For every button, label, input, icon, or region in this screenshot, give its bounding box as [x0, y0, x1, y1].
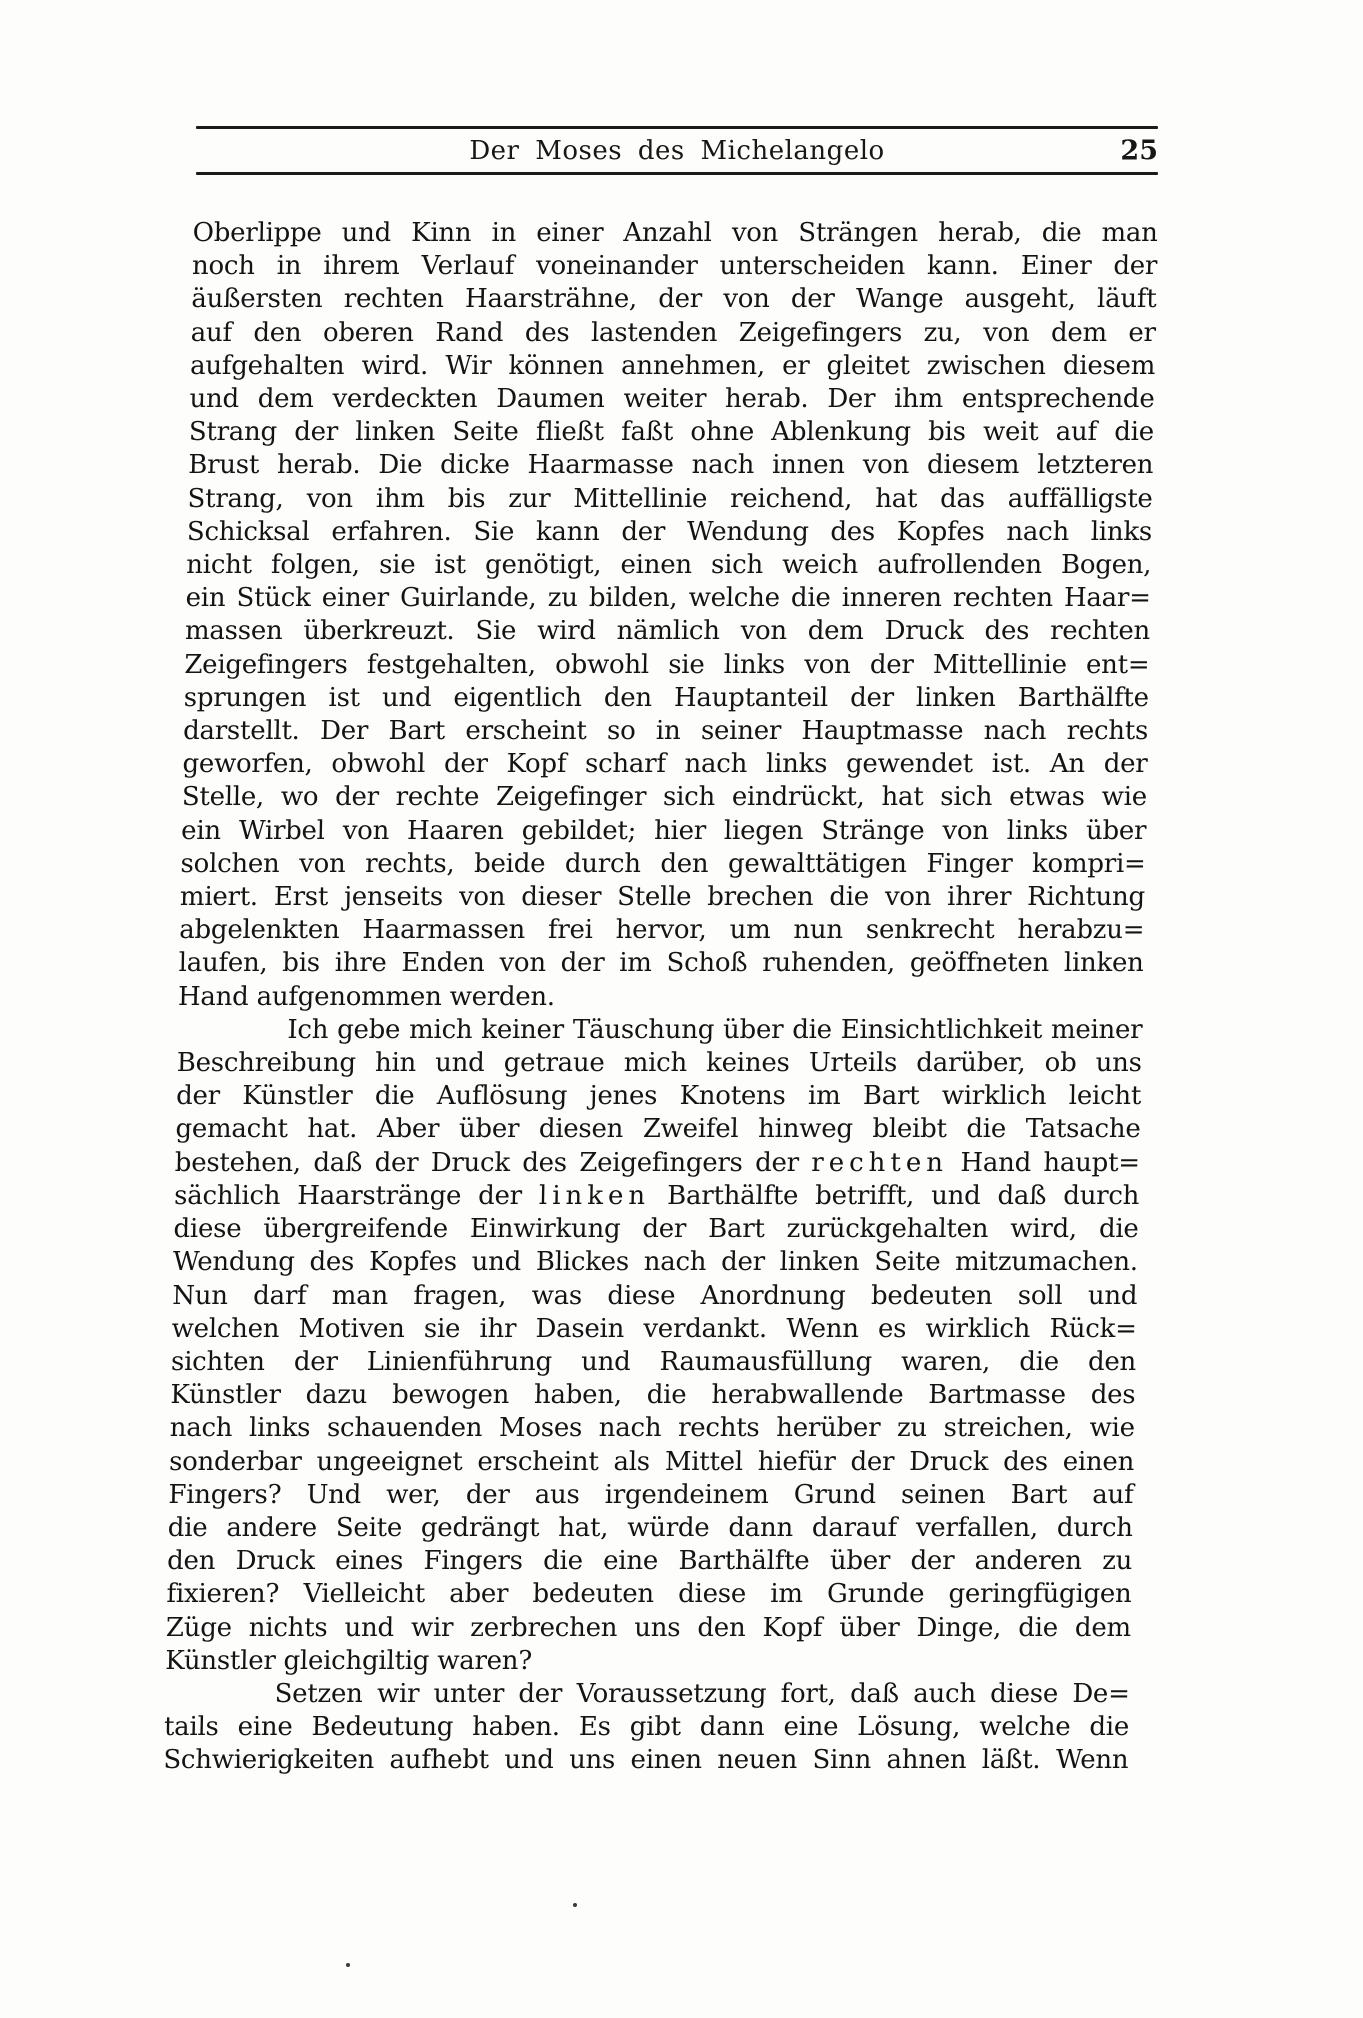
header-row	[196, 129, 1158, 172]
text-line: Fingers? Und wer, der aus irgendeinem Grund seinen Bart auf	[168, 1479, 1134, 1510]
text-line: Nun darf man fragen, was diese Anordnung bedeuten soll und	[172, 1280, 1138, 1311]
text-line: der Künstler die Auflösung jenes Knotens im Bart wirklich leicht	[175, 1081, 1142, 1112]
text-line: Strang der linken Seite fließt faßt ohne Ablenkung bis weit auf die	[188, 417, 1155, 448]
text-line: aufgehalten wird. Wir können annehmen, er gleitet zwischen diesem	[189, 350, 1156, 381]
letterspaced-emphasis: linken	[538, 1180, 651, 1211]
text-line: Züge nichts und wir zerbrechen uns den Kopf über Dinge, die dem	[165, 1612, 1132, 1643]
text-line: solchen von rechts, beide durch den gewalttätigen Finger kompri=	[180, 848, 1146, 879]
text-line: miert. Erst jenseits von dieser Stelle brechen die von ihrer Richtung	[179, 882, 1146, 913]
page-header	[196, 126, 1158, 175]
text-line: Wendung des Kopfes und Blickes nach der linken Seite mitzumachen.	[172, 1247, 1139, 1278]
text-line: geworfen, obwohl der Kopf scharf nach links gewendet ist. An der	[182, 749, 1148, 780]
text-line: sichten der Linienführung und Raumausfüllung waren, die den	[170, 1346, 1137, 1377]
text-line: Künstler dazu bewogen haben, die herabwallende Bartmasse des	[170, 1380, 1136, 1411]
text-line: nicht folgen, sie ist genötigt, einen sich weich aufrollenden Bogen,	[186, 550, 1152, 581]
letterspaced-emphasis: rechten	[811, 1147, 949, 1178]
text-line: sonderbar ungeeignet erscheint als Mittel hiefür der Druck des einen	[168, 1446, 1135, 1477]
text-line: Oberlippe und Kinn in einer Anzahl von Strängen herab, die man	[192, 218, 1158, 248]
text-line: nach links schauenden Moses nach rechts herüber zu streichen, wie	[169, 1413, 1136, 1444]
text-line: Schwierigkeiten aufhebt und uns einen neuen Sinn ahnen läßt. Wenn	[163, 1745, 1129, 1776]
text-line: Künstler gleichgiltig waren?	[164, 1645, 533, 1676]
header-rule-bottom	[196, 172, 1158, 175]
scan-speck	[346, 1963, 350, 1967]
page-number: 25	[1120, 135, 1158, 166]
text-line: Schicksal erfahren. Sie kann der Wendung des Kopfes nach links	[186, 516, 1153, 547]
text-line: Stelle, wo der rechte Zeigefinger sich eindrückt, hat sich etwas wie	[181, 782, 1148, 813]
text-line: abgelenkten Haarmassen frei hervor, um nun senkrecht herabzu=	[179, 915, 1145, 946]
text-line: sächlich Haarstränge der linken Barthälfte betrifft, und daß durch	[173, 1180, 1140, 1211]
text-line: massen überkreuzt. Sie wird nämlich von dem Druck des rechten	[184, 616, 1151, 647]
text-line: Setzen wir unter der Voraussetzung fort, daß auch diese De=	[274, 1678, 1130, 1709]
body-text	[163, 217, 1158, 1778]
text-line: ein Wirbel von Haaren gebildet; hier liegen Stränge von links über	[180, 815, 1147, 846]
scan-speck	[573, 1903, 577, 1907]
text-line: Strang, von ihm bis zur Mittellinie reichend, hat das auffälligste	[187, 483, 1153, 514]
text-line: gemacht hat. Aber über diesen Zweifel hinweg bleibt die Tatsache	[175, 1114, 1141, 1145]
text-line: fixieren? Vielleicht aber bedeuten diese im Grunde geringfügigen	[166, 1579, 1132, 1610]
text-line: Zeigefingers festgehalten, obwohl sie links von der Mittellinie ent=	[184, 649, 1150, 680]
text-line: noch in ihrem Verlauf voneinander unterscheiden kann. Einer der	[191, 251, 1158, 282]
text-line: welchen Motiven sie ihr Dasein verdankt. Wenn es wirklich Rück=	[171, 1313, 1137, 1344]
text-line: tails eine Bedeutung haben. Es gibt dann eine Lösung, welche die	[163, 1712, 1130, 1743]
text-line: äußersten rechten Haarsträhne, der von der Wange ausgeht, läuft	[191, 284, 1157, 315]
text-line: Brust herab. Die dicke Haarmasse nach innen von diesem letzteren	[187, 450, 1154, 481]
text-line: den Druck eines Fingers die eine Barthälfte über der anderen zu	[166, 1546, 1133, 1577]
text-line: die andere Seite gedrängt hat, würde dann darauf verfallen, durch	[167, 1512, 1134, 1543]
text-line: auf den oberen Rand des lastenden Zeigefingers zu, von dem er	[190, 317, 1157, 348]
text-line: Ich gebe mich keiner Täuschung über die Einsichtlichkeit meiner	[287, 1014, 1143, 1045]
text-line: darstellt. Der Bart erscheint so in seiner Hauptmasse nach rechts	[182, 716, 1149, 747]
text-line: und dem verdeckten Daumen weiter herab. Der ihm entsprechende	[189, 384, 1155, 415]
text-line: Beschreibung hin und getraue mich keines Urteils darüber, ob uns	[176, 1048, 1143, 1079]
running-title: Der Moses des Michelangelo	[469, 135, 885, 166]
text-line: bestehen, daß der Druck des Zeigefingers der rechten Hand haupt=	[174, 1147, 1141, 1178]
text-line: sprungen ist und eigentlich den Hauptanteil der linken Barthälfte	[183, 682, 1150, 713]
text-line: laufen, bis ihre Enden von der im Schoß ruhenden, geöffneten linken	[178, 948, 1144, 979]
text-line: diese übergreifende Einwirkung der Bart zurückgehalten wird, die	[173, 1214, 1139, 1245]
text-line: ein Stück einer Guirlande, zu bilden, welche die inneren rechten Haar=	[185, 583, 1151, 614]
text-line: Hand aufgenommen werden.	[177, 981, 556, 1012]
